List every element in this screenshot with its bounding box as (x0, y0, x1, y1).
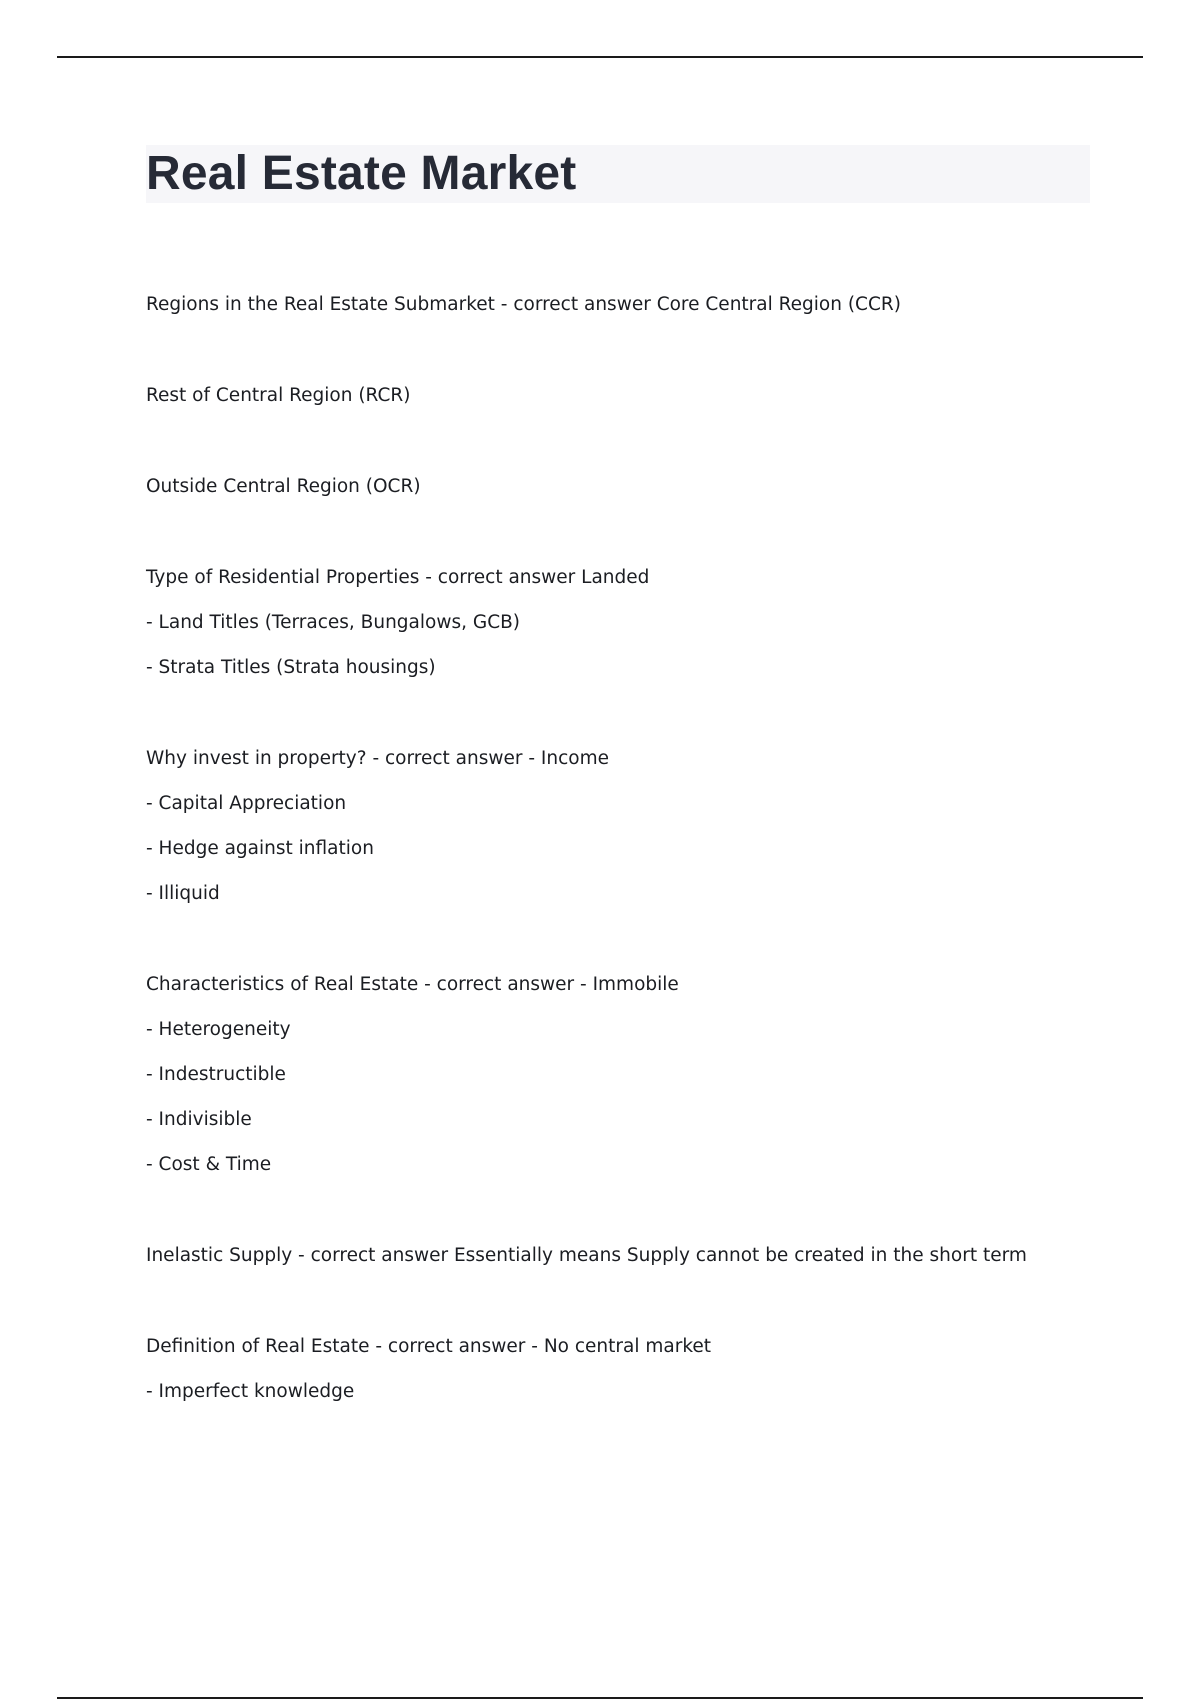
text-line: Inelastic Supply - correct answer Essentially means Supply cannot be created in the short term (146, 1245, 1027, 1266)
text-line: - Hedge against inflation (146, 838, 374, 859)
header-rule (57, 56, 1143, 58)
text-line: Why invest in property? - correct answer - Income (146, 748, 609, 769)
text-line: - Capital Appreciation (146, 793, 347, 814)
footer-rule (57, 1697, 1143, 1699)
text-line: Regions in the Real Estate Submarket - correct answer Core Central Region (CCR) (146, 294, 901, 315)
page-title: Real Estate Market (146, 147, 577, 200)
text-line: - Indestructible (146, 1064, 286, 1085)
text-line: Type of Residential Properties - correct answer Landed (146, 567, 650, 588)
text-line: - Strata Titles (Strata housings) (146, 657, 436, 678)
text-line: - Indivisible (146, 1109, 252, 1130)
text-line: - Illiquid (146, 883, 220, 904)
text-line: - Land Titles (Terraces, Bungalows, GCB) (146, 612, 521, 633)
text-line: Characteristics of Real Estate - correct answer - Immobile (146, 974, 679, 995)
text-line: - Imperfect knowledge (146, 1381, 355, 1402)
text-line: Definition of Real Estate - correct answer - No central market (146, 1336, 712, 1357)
text-line: - Heterogeneity (146, 1019, 291, 1040)
text-line: - Cost & Time (146, 1154, 272, 1175)
text-line: Rest of Central Region (RCR) (146, 385, 411, 406)
document-body (146, 291, 1106, 1406)
text-line: Outside Central Region (OCR) (146, 476, 421, 497)
